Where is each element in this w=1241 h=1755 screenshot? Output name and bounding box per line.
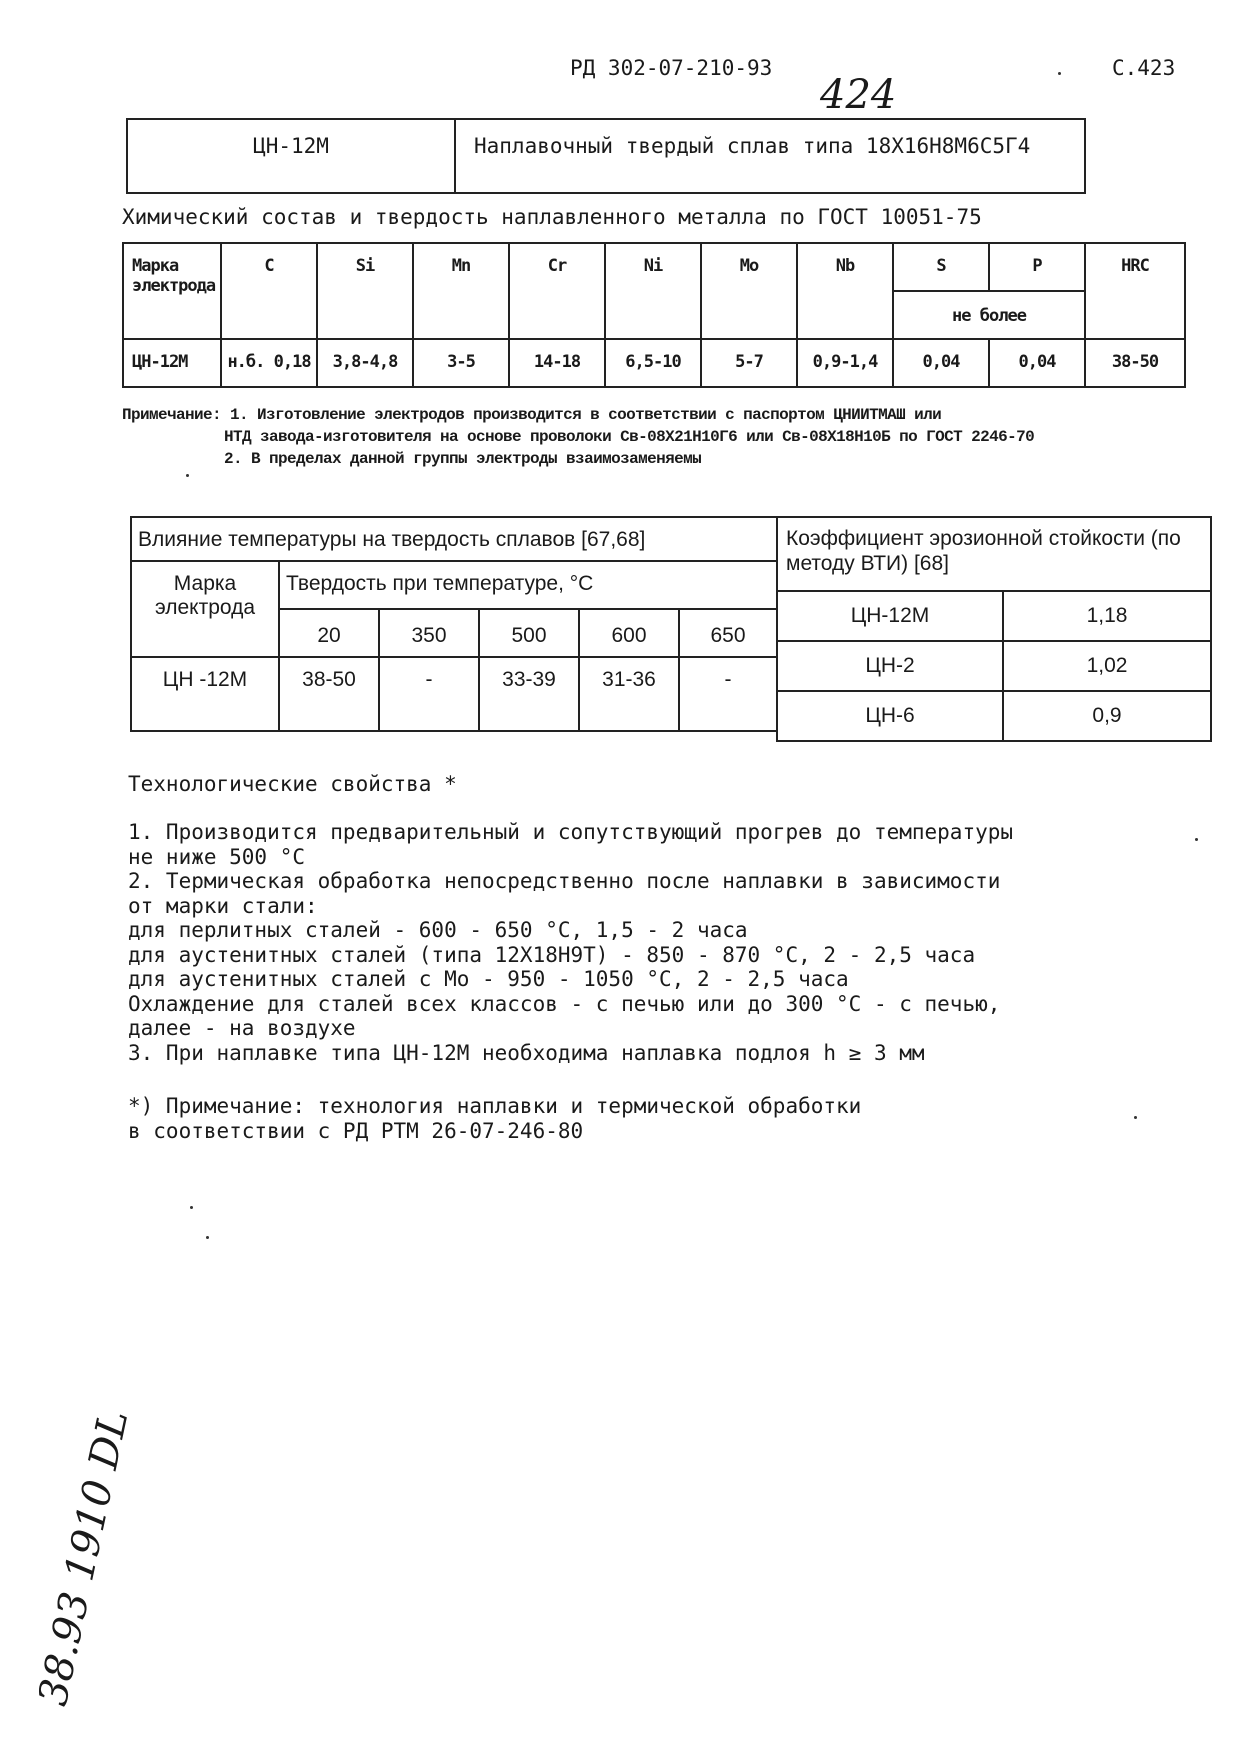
- chem-header-c: C: [221, 243, 317, 339]
- chem-cell-nb: 0,9-1,4: [797, 339, 893, 387]
- title-description: Наплавочный твердый сплав типа 18Х16Н8М6С5Г4: [455, 119, 1085, 193]
- tech-line-6: для аустенитных сталей (типа 12Х18Н9Т) - 850 - 870 °С, 2 - 2,5 часа: [128, 942, 976, 967]
- erosion-electrode-2: ЦН-2: [777, 641, 1003, 691]
- scan-speck: [1058, 72, 1061, 75]
- chem-cell-p: 0,04: [989, 339, 1085, 387]
- temp-col-650: 650: [679, 609, 777, 657]
- document-number: РД 302-07-210-93: [570, 56, 773, 80]
- erosion-electrode-3: ЦН-6: [777, 691, 1003, 741]
- tech-body: [128, 820, 1013, 1065]
- chem-cell-ni: 6,5-10: [605, 339, 701, 387]
- chem-cell-mn: 3-5: [413, 339, 509, 387]
- margin-handwriting: 38.93 1910 DL: [30, 1406, 138, 1710]
- scan-speck: [1195, 838, 1198, 841]
- tech-line-4: от марки стали:: [128, 893, 318, 918]
- chem-header-mo: Mo: [701, 243, 797, 339]
- chem-header-nb: Nb: [797, 243, 893, 339]
- temp-row-electrode: ЦН -12М: [131, 657, 279, 731]
- chem-cell-si: 3,8-4,8: [317, 339, 413, 387]
- chem-cell-cr: 14-18: [509, 339, 605, 387]
- temp-row-value-20: 38-50: [279, 657, 379, 731]
- tech-heading: Технологические свойства *: [128, 772, 457, 796]
- tech-footnote-line-1: *) Примечание: технология наплавки и термической обработки: [128, 1094, 862, 1118]
- temp-row-value-350: -: [379, 657, 479, 731]
- tech-line-7: для аустенитных сталей с Мо - 950 - 1050 °С, 2 - 2,5 часа: [128, 967, 849, 991]
- chem-header-electrode: Марка электрода: [123, 243, 221, 339]
- note-line-3: 2. В пределах данной группы электроды взаимозаменяемы: [224, 450, 702, 468]
- page-number: С.423: [1112, 56, 1176, 80]
- tech-footnote: [128, 1094, 861, 1143]
- tech-line-8: Охлаждение для сталей всех классов - с печью или до 300 °С - с печью,: [128, 991, 1001, 1016]
- tech-line-3: 2. Термическая обработка непосредственно после наплавки в зависимости: [128, 869, 1001, 893]
- scan-speck: [186, 474, 189, 477]
- note-line-2: НТД завода-изготовителя на основе проволоки Св-08Х21Н10Г6 или Св-08Х18Н10Б по ГОСТ 2246-70: [224, 428, 1035, 446]
- erosion-title: Коэффициент эрозионной стойкости (по методу ВТИ) [68]: [777, 517, 1211, 591]
- chem-cell-hrc: 38-50: [1085, 339, 1185, 387]
- temp-table-title: Влияние температуры на твердость сплавов [67,68]: [131, 517, 777, 561]
- tech-line-10: 3. При наплавке типа ЦН-12М необходима наплавка подлоя h ≥ 3 мм: [128, 1040, 925, 1065]
- title-box: [126, 118, 1086, 194]
- erosion-value-1: 1,18: [1003, 591, 1211, 641]
- temp-col-600: 600: [579, 609, 679, 657]
- temperature-table: [130, 516, 778, 732]
- chem-cell-mo: 5-7: [701, 339, 797, 387]
- chem-cell-c: н.б. 0,18: [221, 339, 317, 387]
- temp-header-electrode: Марка электрода: [131, 561, 279, 657]
- scan-speck: [1134, 1116, 1137, 1119]
- chem-caption: Химический состав и твердость наплавленного металла по ГОСТ 10051-75: [122, 205, 982, 229]
- chem-header-mn: Mn: [413, 243, 509, 339]
- chem-header-p: P: [989, 243, 1085, 291]
- tech-line-1: 1. Производится предварительный и сопутствующий прогрев до температуры: [128, 820, 1014, 844]
- chem-cell-electrode: ЦН-12М: [123, 339, 221, 387]
- temp-col-500: 500: [479, 609, 579, 657]
- erosion-value-3: 0,9: [1003, 691, 1211, 741]
- chem-header-hrc: HRC: [1085, 243, 1185, 339]
- temp-row-value-650: -: [679, 657, 777, 731]
- scan-speck: [190, 1206, 193, 1209]
- chem-subheader: не более: [893, 291, 1085, 339]
- chem-header-cr: Cr: [509, 243, 605, 339]
- erosion-electrode-1: ЦН-12М: [777, 591, 1003, 641]
- temp-row-value-600: 31-36: [579, 657, 679, 731]
- temp-row-value-500: 33-39: [479, 657, 579, 731]
- temp-header-hardness: Твердость при температуре, °С: [279, 561, 777, 609]
- title-electrode: ЦН-12М: [127, 119, 455, 193]
- tech-line-5: для перлитных сталей - 600 - 650 °С, 1,5 - 2 часа: [128, 918, 748, 942]
- chem-cell-s: 0,04: [893, 339, 989, 387]
- note-label: Примечание:: [122, 406, 222, 424]
- tech-line-9: далее - на воздухе: [128, 1016, 356, 1040]
- temp-col-20: 20: [279, 609, 379, 657]
- chem-header-s: S: [893, 243, 989, 291]
- chem-header-ni: Ni: [605, 243, 701, 339]
- tech-line-2: не ниже 500 °С: [128, 844, 306, 869]
- chem-header-si: Si: [317, 243, 413, 339]
- note-line-1: 1. Изготовление электродов производится в соответствии с паспортом ЦНИИТМАШ или: [230, 406, 942, 424]
- erosion-value-2: 1,02: [1003, 641, 1211, 691]
- tech-footnote-line-2: в соответствии с РД РТМ 26-07-246-80: [128, 1118, 584, 1143]
- chem-note: [122, 404, 1034, 470]
- handwritten-page-number: 424: [820, 72, 897, 118]
- scan-speck: [206, 1236, 209, 1239]
- chem-table: [122, 242, 1186, 388]
- erosion-table: [776, 516, 1212, 742]
- temp-col-350: 350: [379, 609, 479, 657]
